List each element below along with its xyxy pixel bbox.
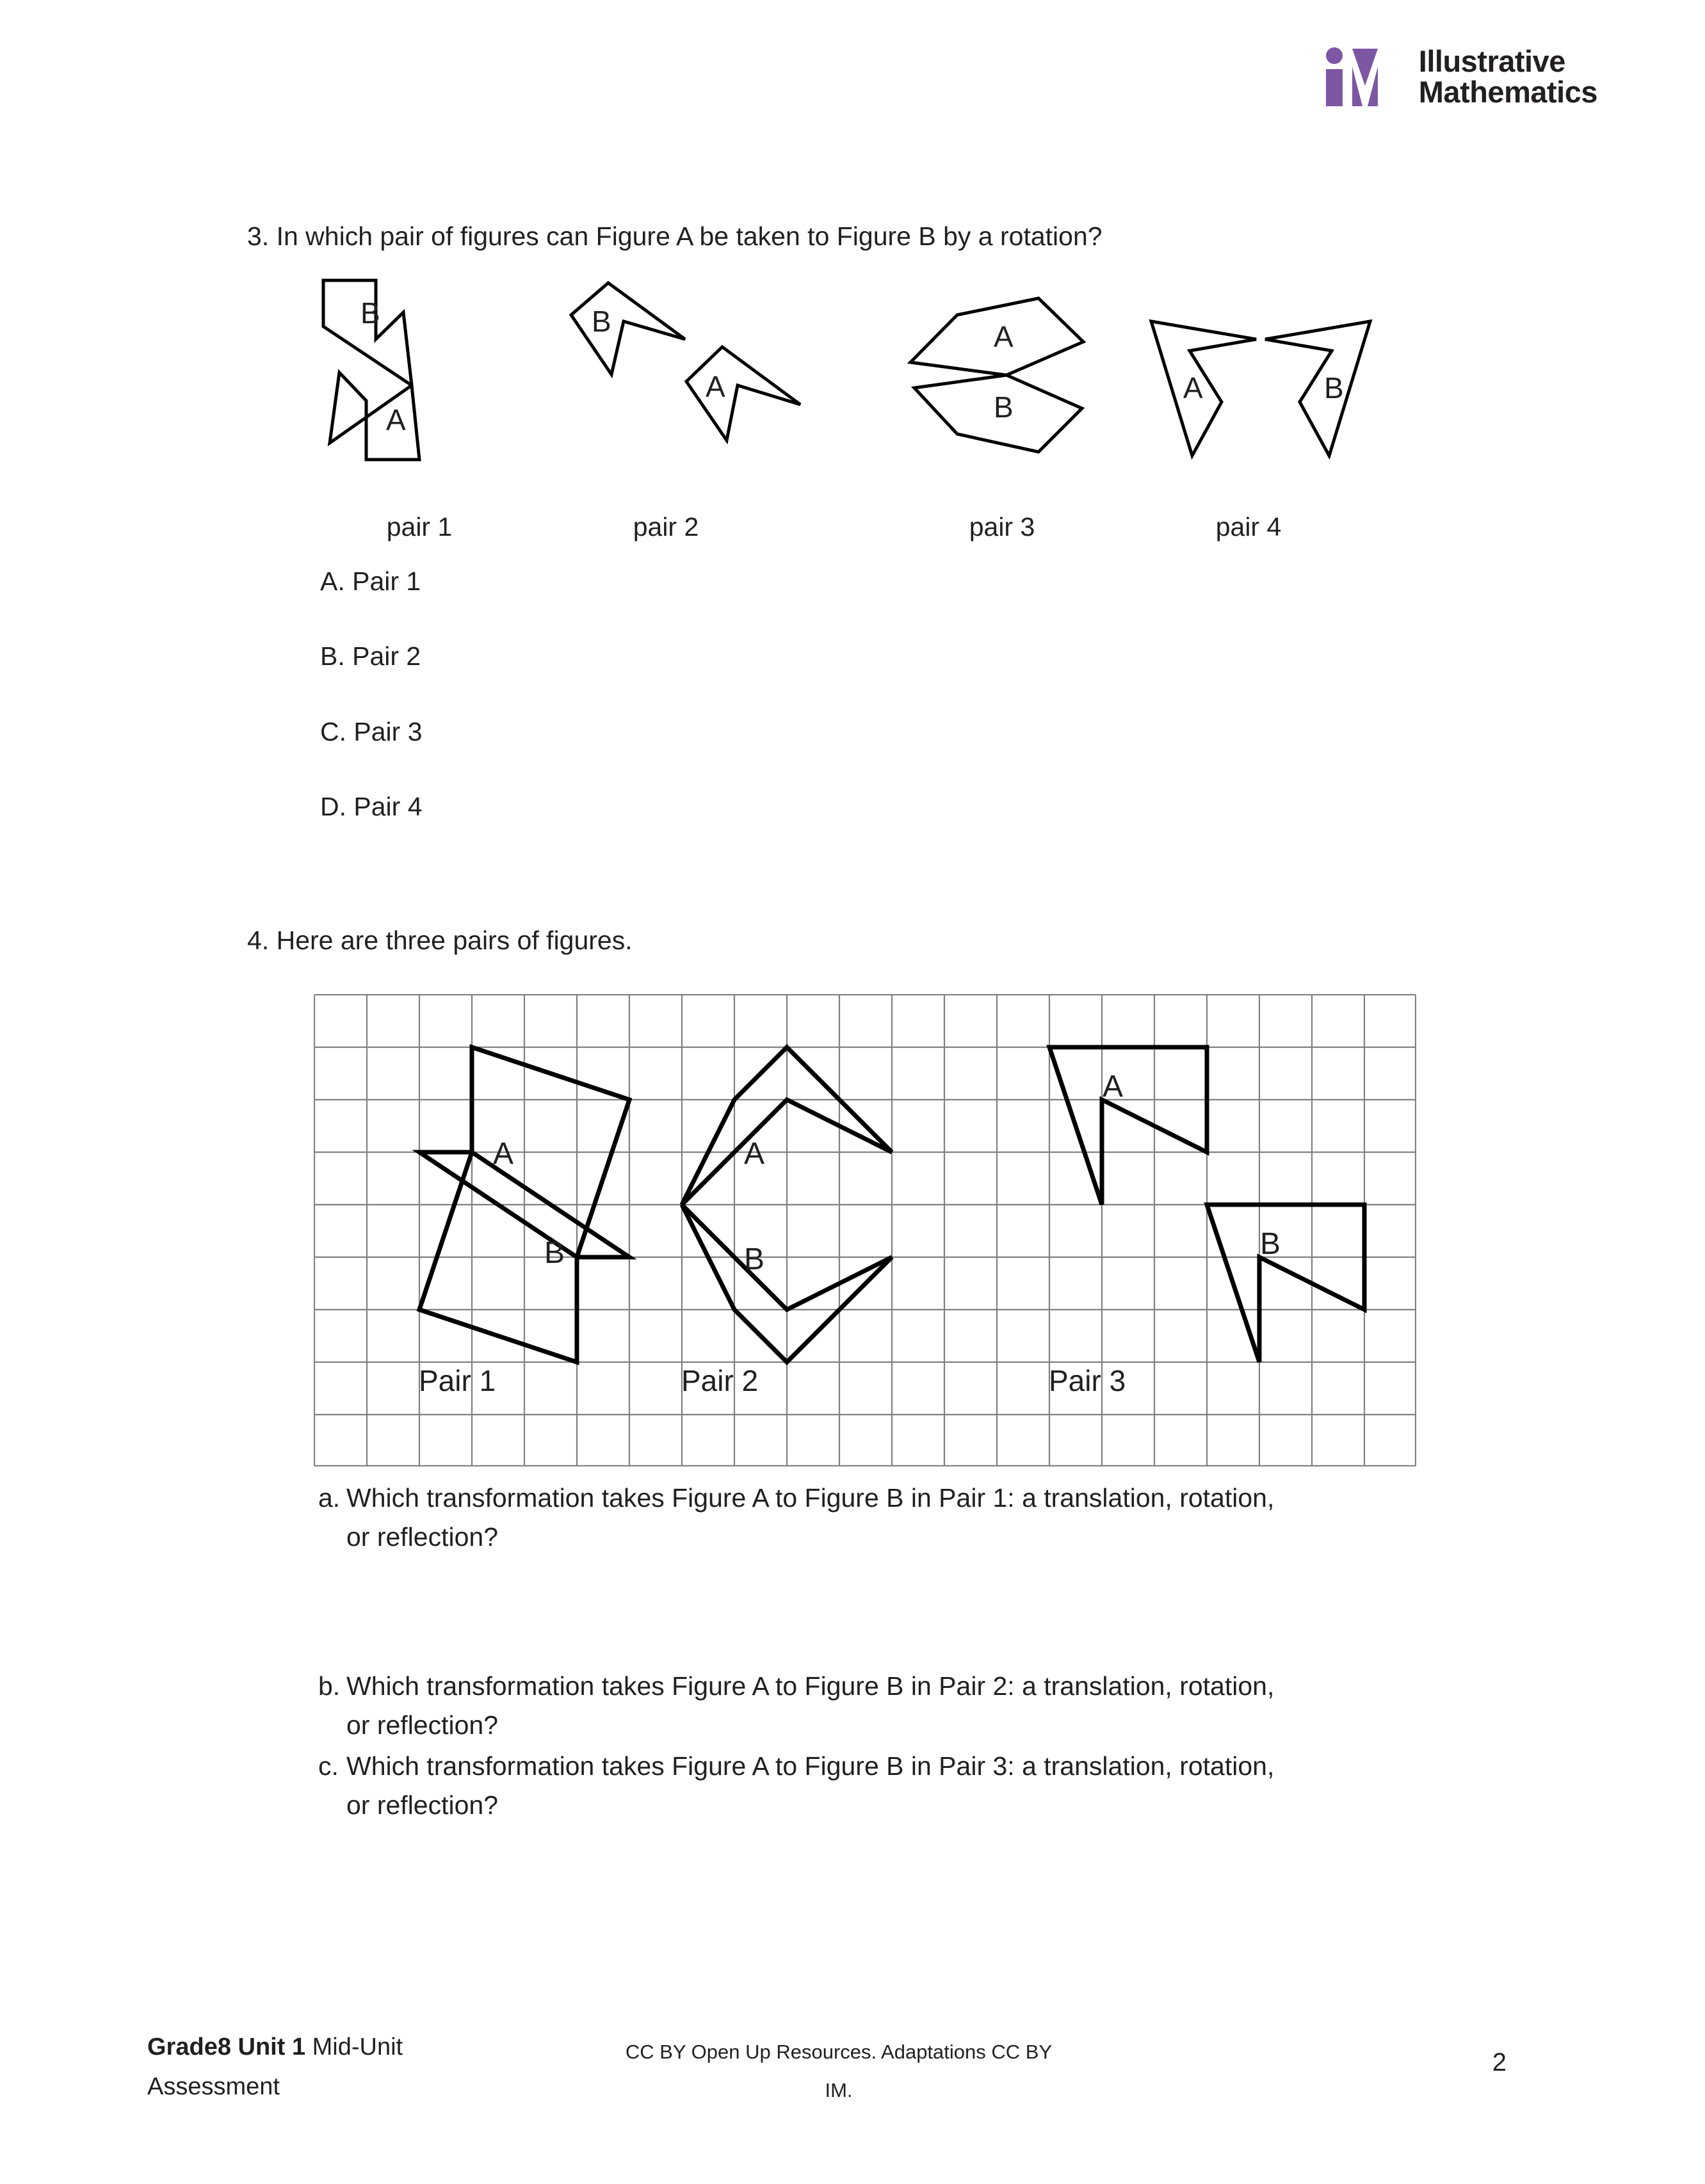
question-4-grid <box>314 994 1416 1466</box>
answer-choice-a[interactable]: A. Pair 1 <box>320 566 421 596</box>
footer-left <box>147 2028 544 2107</box>
pair-4-label-b: B <box>1324 371 1344 405</box>
logo-line-1: Illustrative <box>1418 44 1565 78</box>
pair-2-label-a: A <box>706 370 725 403</box>
footer-grade-unit: Grade8 Unit 1 <box>147 2034 306 2060</box>
pair-1-grid-caption: Pair 1 <box>419 1364 496 1397</box>
answer-choice-b[interactable]: B. Pair 2 <box>320 641 421 671</box>
sub-question-a <box>318 1479 1464 1556</box>
pair-2-figure <box>563 275 807 480</box>
im-logo-mark <box>1324 47 1402 106</box>
logo-line-2: Mathematics <box>1418 74 1597 109</box>
footer-license-line2: IM. <box>825 2079 853 2102</box>
pair-3-label-b: B <box>994 390 1014 424</box>
pair-4-label-a: A <box>1183 371 1203 405</box>
pair-2-label-b: B <box>592 305 611 338</box>
sub-question-c-line2: or reflection? <box>346 1790 499 1820</box>
answer-choice-c[interactable]: C. Pair 3 <box>320 717 423 746</box>
sub-question-b <box>318 1667 1464 1744</box>
footer-license-line1: CC BY Open Up Resources. Adaptations CC BY <box>625 2041 1053 2063</box>
question-4-prompt: 4. Here are three pairs of figures. <box>247 926 633 955</box>
sub-question-c-line1: Which transformation takes Figure A to Figure B in Pair 3: a translation, rotation, <box>346 1751 1275 1781</box>
pair-1-grid-label-b: B <box>544 1236 565 1270</box>
pair-1-grid-label-a: A <box>493 1137 514 1171</box>
question-3-figures <box>0 275 1705 486</box>
sub-question-a-line1: Which transformation takes Figure A to Figure B in Pair 1: a translation, rotation, <box>346 1483 1275 1513</box>
pair-3-label-a: A <box>994 320 1014 353</box>
pair-1-figure <box>317 275 522 480</box>
question-3-prompt: 3. In which pair of figures can Figure A be taken to Figure B by a rotation? <box>247 221 1103 251</box>
footer-assessment-type: Mid-Unit <box>312 2034 403 2060</box>
pair-3-grid-label-b: B <box>1260 1227 1281 1261</box>
im-logo <box>1324 46 1597 108</box>
pair-2-grid-label-b: B <box>744 1242 765 1276</box>
sub-question-c <box>318 1747 1464 1824</box>
pair-1-caption: pair 1 <box>386 512 453 542</box>
pair-3-grid-caption: Pair 3 <box>1049 1364 1126 1397</box>
pair-1-label-b: B <box>360 296 380 330</box>
sub-question-b-letter: b. <box>318 1671 341 1701</box>
sub-question-a-line2: or reflection? <box>346 1522 499 1552</box>
pair-1-label-a: A <box>386 403 406 437</box>
pair-2-grid-caption: Pair 2 <box>681 1364 759 1397</box>
pair-4-caption: pair 4 <box>1215 512 1282 542</box>
pair-2-grid-label-a: A <box>744 1137 765 1171</box>
sub-question-c-letter: c. <box>318 1751 339 1781</box>
footer-license <box>595 2033 1082 2110</box>
im-logo-wordmark <box>1419 46 1597 108</box>
pair-3-grid-label-a: A <box>1103 1070 1124 1104</box>
sub-question-b-line2: or reflection? <box>346 1710 499 1740</box>
footer-assessment-line2: Assessment <box>147 2073 280 2100</box>
pair-2-caption: pair 2 <box>633 512 699 542</box>
pair-3-figure <box>896 275 1101 480</box>
sub-question-a-letter: a. <box>318 1483 341 1513</box>
pair-4-figure <box>1140 275 1383 480</box>
sub-question-b-line1: Which transformation takes Figure A to Figure B in Pair 2: a translation, rotation, <box>346 1671 1275 1701</box>
answer-choice-d[interactable]: D. Pair 4 <box>320 792 423 821</box>
page-number: 2 <box>1492 2048 1507 2076</box>
pair-3-caption: pair 3 <box>969 512 1035 542</box>
coordinate-grid-svg <box>314 994 1416 1466</box>
